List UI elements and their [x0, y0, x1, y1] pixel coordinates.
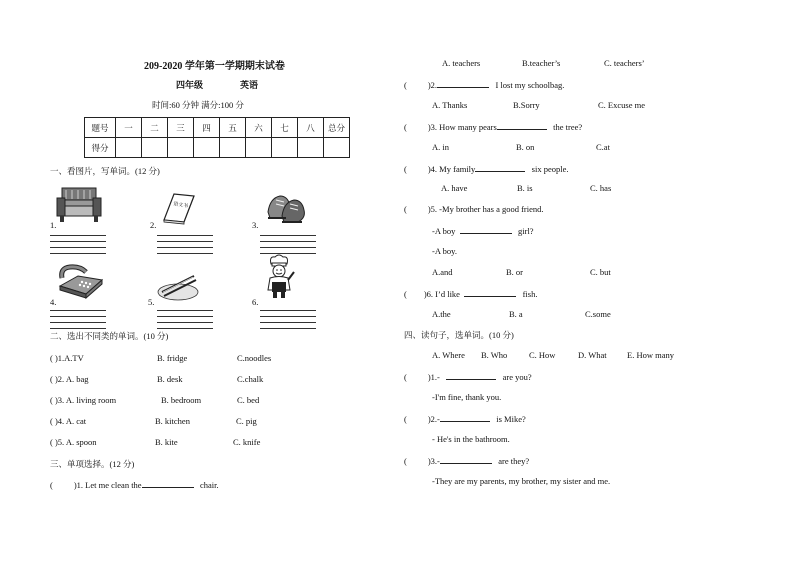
cook-icon	[262, 254, 296, 300]
word-bank-option: E. How many	[627, 350, 674, 360]
word-bank-option: D. What	[578, 350, 607, 360]
word-bank-option: B. Who	[481, 350, 508, 360]
item-number: 4.	[50, 297, 57, 307]
option-b: B. or	[506, 267, 523, 277]
section2-heading: 二、选出不同类的单词。(10 分)	[50, 331, 169, 341]
option-c: C.chalk	[237, 374, 264, 384]
table-cell: 六	[246, 118, 272, 138]
answer-blank[interactable]	[460, 225, 512, 234]
table-cell: 五	[220, 118, 246, 138]
question-stem: ( )2. A. bag	[50, 374, 89, 384]
score-input-cell[interactable]	[272, 138, 298, 158]
table-cell: 总分	[324, 118, 350, 138]
option-b: B. bedroom	[161, 395, 202, 405]
question-text: )6. I’d like	[423, 289, 460, 299]
option-b: B. desk	[157, 374, 183, 384]
option-c: C. pig	[236, 416, 257, 426]
question-text: )2.	[427, 80, 438, 90]
item-number: 2.	[150, 220, 157, 230]
item-number: 6.	[252, 297, 259, 307]
score-table	[84, 117, 350, 158]
sofa-icon	[56, 186, 102, 226]
table-cell: 三	[168, 118, 194, 138]
answer-line: - He's in the bathroom.	[432, 434, 510, 444]
question-stem: ( )4. A. cat	[50, 416, 87, 426]
question-stem: ( )5. A. spoon	[50, 437, 97, 447]
question-6	[404, 288, 537, 299]
grade-label: 四年级	[176, 80, 204, 90]
chopsticks-icon	[156, 272, 200, 302]
table-cell: 四	[194, 118, 220, 138]
score-input-cell[interactable]	[324, 138, 350, 158]
answer-blank[interactable]	[142, 479, 194, 488]
score-table-header-row	[85, 118, 350, 138]
question-text: )3. How many pears	[427, 122, 497, 132]
subject-label: 英语	[240, 80, 259, 90]
option-a: A. have	[441, 183, 468, 193]
book-label: 语文书	[172, 201, 189, 210]
page-title: 209-2020 学年第一学期期末试卷	[144, 61, 285, 72]
option-b: B. kite	[155, 437, 178, 447]
question-text: six people.	[531, 164, 569, 174]
score-input-cell[interactable]	[168, 138, 194, 158]
question-3	[404, 121, 582, 132]
question-4	[404, 163, 569, 174]
option-c: C. Excuse me	[598, 100, 645, 110]
paren: (	[404, 80, 407, 90]
option-c: C. knife	[233, 437, 261, 447]
answer-lines[interactable]	[50, 305, 106, 329]
score-input-cell[interactable]	[220, 138, 246, 158]
paren: (	[404, 204, 407, 214]
paren: (	[404, 372, 407, 382]
question-text: chair.	[199, 480, 219, 490]
option-c: C. but	[590, 267, 611, 277]
answer-lines[interactable]	[260, 230, 316, 254]
paren: (	[404, 164, 407, 174]
question-text: )1. Let me clean the	[73, 480, 142, 490]
score-input-cell[interactable]	[194, 138, 220, 158]
section3-heading: 三、单项选择。(12 分)	[50, 459, 135, 469]
option-b: B. fridge	[157, 353, 188, 363]
question-text: fish.	[522, 289, 538, 299]
question-text: are you?	[502, 372, 532, 382]
section4-heading: 四、读句子，选单词。(10 分)	[404, 330, 514, 340]
question-text: )5. -My brother has a good friend.	[427, 204, 544, 214]
question-text: I lost my schoolbag.	[495, 80, 565, 90]
question-5	[404, 204, 544, 214]
question-text: )2.-	[427, 414, 440, 424]
answer-blank[interactable]	[464, 288, 516, 297]
paren: (	[50, 480, 53, 490]
table-cell: 题号	[85, 118, 116, 138]
answer-lines[interactable]	[157, 230, 213, 254]
answer-lines[interactable]	[157, 305, 213, 329]
option-c: C. bed	[237, 395, 260, 405]
answer-line: -They are my parents, my brother, my sister and me.	[432, 476, 611, 486]
option-a: A.the	[432, 309, 451, 319]
book-icon	[160, 190, 196, 226]
option-b: B.teacher’s	[522, 58, 561, 68]
question-5-line2	[432, 225, 534, 236]
paren: (	[404, 456, 407, 466]
item-number: 1.	[50, 220, 57, 230]
option-b: B. is	[517, 183, 533, 193]
score-input-cell[interactable]	[246, 138, 272, 158]
option-b: B.Sorry	[513, 100, 540, 110]
question-text: )1.-	[427, 372, 440, 382]
question-5-line3: -A boy.	[432, 246, 457, 256]
table-cell: 七	[272, 118, 298, 138]
option-c: C. has	[590, 183, 612, 193]
option-c: C.some	[585, 309, 611, 319]
answer-blank[interactable]	[446, 371, 496, 380]
table-cell: 八	[298, 118, 324, 138]
table-cell: 一	[116, 118, 142, 138]
score-input-cell[interactable]	[298, 138, 324, 158]
section1-heading: 一、看图片，写单词。(12 分)	[50, 166, 160, 176]
paren: (	[404, 414, 407, 424]
table-cell: 得分	[85, 138, 116, 158]
option-a: A. Thanks	[432, 100, 468, 110]
score-table-score-row	[85, 138, 350, 158]
question-stem: ( )3. A. living room	[50, 395, 117, 405]
answer-blank[interactable]	[475, 163, 525, 172]
option-b: B. a	[509, 309, 523, 319]
paren: (	[404, 289, 407, 299]
option-a: A.and	[432, 267, 453, 277]
question-text: )3.-	[427, 456, 440, 466]
answer-lines[interactable]	[50, 230, 106, 254]
option-a: A. teachers	[442, 58, 481, 68]
answer-blank[interactable]	[437, 79, 489, 88]
word-bank-option: A. Where	[432, 350, 465, 360]
answer-blank[interactable]	[497, 121, 547, 130]
answer-line: -I'm fine, thank you.	[432, 392, 502, 402]
item-number: 3.	[252, 220, 259, 230]
question-text: the tree?	[553, 122, 583, 132]
answer-blank[interactable]	[440, 455, 492, 464]
option-c: C. teachers’	[604, 58, 645, 68]
shoes-icon	[264, 188, 310, 226]
section4-question-2	[404, 413, 526, 424]
score-input-cell[interactable]	[116, 138, 142, 158]
option-a: A. in	[432, 142, 449, 152]
question-text: -A boy	[432, 226, 456, 236]
answer-lines[interactable]	[260, 305, 316, 329]
time-score-info: 时间:60 分钟 满分:100 分	[152, 100, 244, 110]
paren: (	[404, 122, 407, 132]
word-bank-option: C. How	[529, 350, 556, 360]
question-1	[50, 479, 219, 490]
option-b: B. kitchen	[155, 416, 190, 426]
question-text: is Mike?	[496, 414, 526, 424]
answer-blank[interactable]	[440, 413, 490, 422]
section4-question-1	[404, 371, 532, 382]
table-cell: 二	[142, 118, 168, 138]
question-text: )4. My family	[427, 164, 476, 174]
question-stem: ( )1.A.TV	[50, 353, 84, 363]
item-number: 5.	[148, 297, 155, 307]
question-2	[404, 79, 564, 90]
option-c: C.at	[596, 142, 610, 152]
question-text: are they?	[498, 456, 530, 466]
score-input-cell[interactable]	[142, 138, 168, 158]
option-b: B. on	[516, 142, 535, 152]
telephone-icon	[56, 264, 106, 300]
question-text: girl?	[518, 226, 534, 236]
option-c: C.noodles	[237, 353, 272, 363]
section4-question-3	[404, 455, 529, 466]
